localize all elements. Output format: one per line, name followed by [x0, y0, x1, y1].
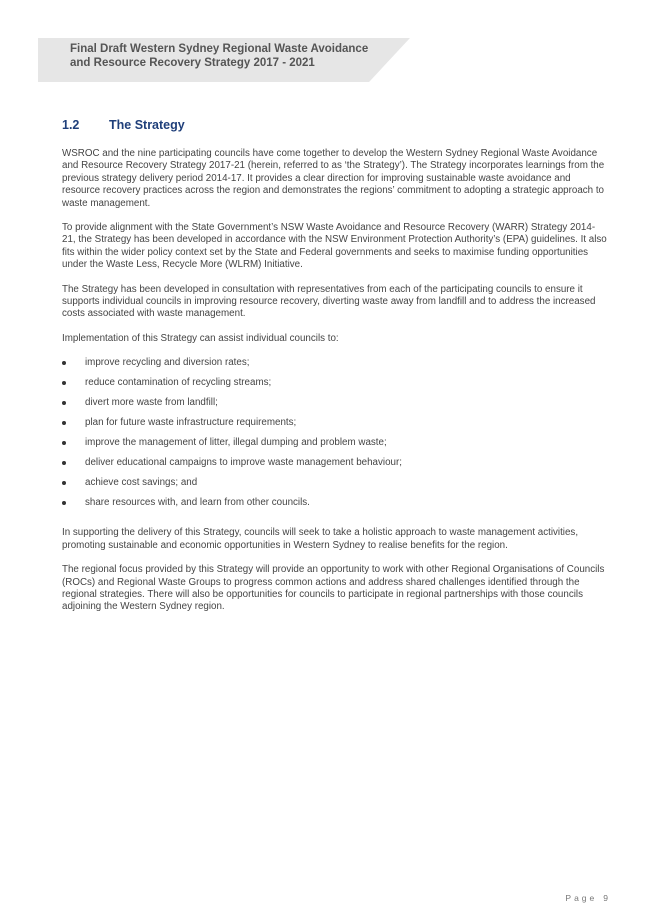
- list-item-text: achieve cost savings; and: [85, 477, 198, 489]
- bullet-icon: [62, 401, 66, 405]
- bullet-icon: [62, 461, 66, 465]
- list-item: [62, 377, 607, 397]
- bullet-icon: [62, 381, 66, 385]
- bullet-icon: [62, 361, 66, 365]
- paragraph: To provide alignment with the State Government’s NSW Waste Avoidance and Resource Recovery (WARR) Strategy 2014-21, the Strategy has been developed in accordance with the NSW Environment Protection Authority’s (EPA) guidelines. It also fits within the wider policy context set by the State and Federal governments and seeks to maximise funding opportunities under the Waste Less, Recycle More (WLRM) Initiative.: [62, 222, 607, 271]
- section-heading: [62, 118, 185, 132]
- page-footer: [565, 893, 608, 903]
- section-number: 1.2: [62, 118, 80, 132]
- list-item-text: plan for future waste infrastructure requirements;: [85, 417, 297, 429]
- list-item: [62, 457, 607, 477]
- document-title-line-2: and Resource Recovery Strategy 2017 - 2021: [70, 57, 315, 69]
- paragraph: The Strategy has been developed in consultation with representatives from each of the participating councils to ensure it supports individual councils in improving resource recovery, diverting waste away from landfill and to address the increased costs associated with waste management.: [62, 283, 596, 320]
- body-content: [62, 148, 607, 626]
- list-item-text: deliver educational campaigns to improve waste management behaviour;: [85, 457, 402, 469]
- list-item: [62, 497, 607, 517]
- list-item: [62, 397, 607, 417]
- list-item-text: improve recycling and diversion rates;: [85, 357, 250, 369]
- list-item-text: share resources with, and learn from other councils.: [85, 497, 310, 509]
- document-title: [70, 42, 400, 70]
- paragraph: In supporting the delivery of this Strategy, councils will seek to take a holistic approach to waste management activities, promoting sustainable and economic opportunities in Western Sydney to realise benefits for the region.: [62, 527, 579, 551]
- list-item: [62, 437, 607, 457]
- document-title-line-1: Final Draft Western Sydney Regional Waste Avoidance: [70, 43, 369, 55]
- list-item-text: reduce contamination of recycling streams;: [85, 377, 272, 389]
- bullet-icon: [62, 421, 66, 425]
- paragraph: Implementation of this Strategy can assist individual councils to:: [62, 332, 339, 344]
- list-item: [62, 477, 607, 497]
- list-item-text: improve the management of litter, illegal dumping and problem waste;: [85, 437, 387, 449]
- bullet-list: [62, 357, 607, 517]
- page-label: Page: [565, 893, 598, 903]
- list-item-text: divert more waste from landfill;: [85, 397, 218, 409]
- bullet-icon: [62, 501, 66, 505]
- paragraph: WSROC and the nine participating councils have come together to develop the Western Sydney Regional Waste Avoidance and Resource Recovery Strategy 2017-21 (herein, referred to as ‘the Strategy’). The Strategy incorporates learnings from the previous strategy delivery period 2014-17. It provides a clear direction for improving sustainable waste avoidance and resource recovery practices across the region and demonstrates the regions’ commitment to adopting a strategic approach to waste management.: [62, 148, 605, 209]
- list-item: [62, 417, 607, 437]
- list-item: [62, 357, 607, 377]
- bullet-icon: [62, 441, 66, 445]
- paragraph: The regional focus provided by this Strategy will provide an opportunity to work with other Regional Organisations of Councils (ROCs) and Regional Waste Groups to progress common actions and address shared challenges identified through the regional strategies. There will also be opportunities for councils to participate in regional partnerships with those councils adjoining the Western Sydney region.: [62, 564, 605, 613]
- section-title: The Strategy: [109, 118, 185, 132]
- bullet-icon: [62, 481, 66, 485]
- page-number: 9: [603, 893, 608, 903]
